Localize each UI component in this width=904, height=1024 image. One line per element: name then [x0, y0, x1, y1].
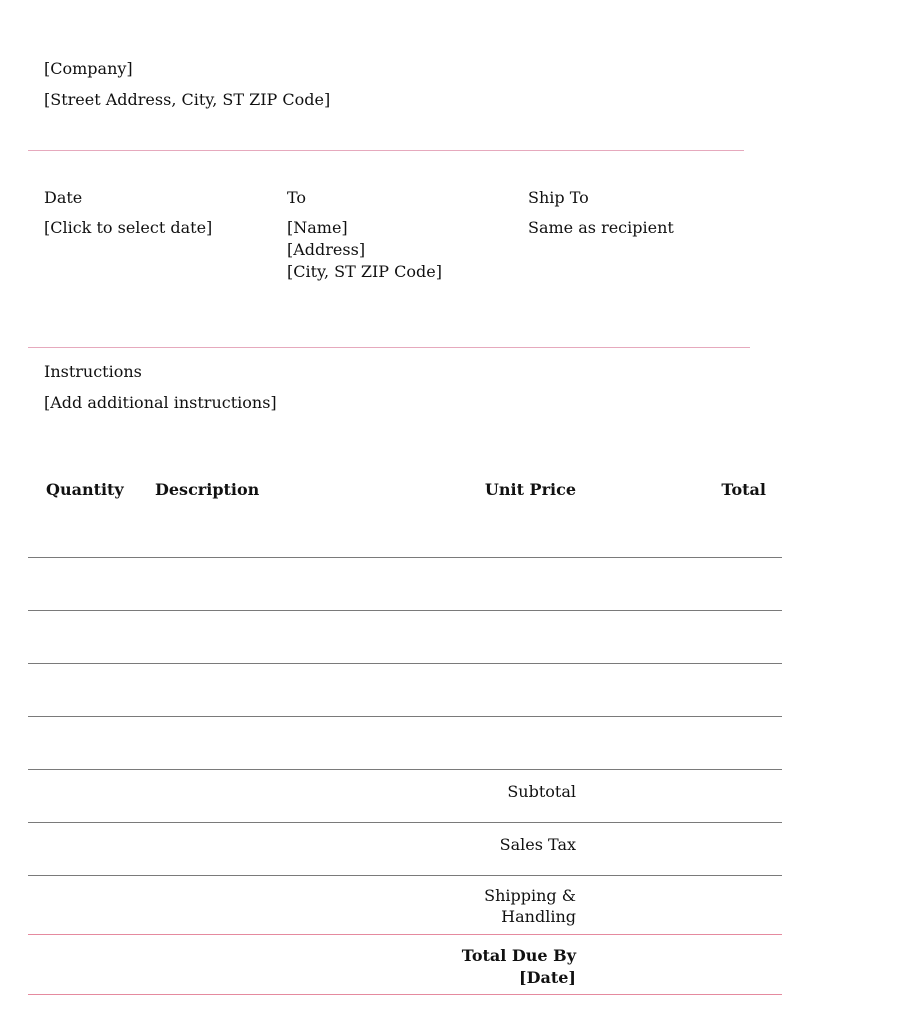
shipping-divider: [28, 934, 782, 935]
to-label: To: [287, 188, 307, 207]
divider-header: [28, 150, 744, 151]
col-header-total: Total: [721, 480, 766, 499]
to-city: [City, ST ZIP Code]: [287, 262, 442, 281]
sales-tax-label: Sales Tax: [499, 835, 576, 854]
ship-to-value: Same as recipient: [528, 218, 674, 237]
to-name: [Name]: [287, 218, 348, 237]
col-header-unit-price: Unit Price: [484, 480, 576, 499]
table-row: [28, 769, 782, 770]
sales-tax-divider: [28, 875, 782, 876]
table-row: [28, 663, 782, 664]
shipping-label-line1: Shipping &: [484, 886, 576, 905]
table-row: [28, 557, 782, 558]
shipping-label-line2: Handling: [501, 907, 576, 926]
total-due-divider: [28, 994, 782, 995]
company-name: [Company]: [44, 59, 133, 78]
total-due-label-line2: [Date]: [519, 968, 576, 987]
total-due-label-line1: Total Due By: [461, 946, 576, 965]
col-header-quantity: Quantity: [46, 480, 124, 499]
col-header-description: Description: [155, 480, 260, 499]
table-row: [28, 716, 782, 717]
ship-to-label: Ship To: [528, 188, 589, 207]
divider-info: [28, 347, 750, 348]
subtotal-label: Subtotal: [507, 782, 576, 801]
date-label: Date: [44, 188, 83, 207]
to-address: [Address]: [287, 240, 366, 259]
company-address: [Street Address, City, ST ZIP Code]: [44, 90, 331, 109]
instructions-label: Instructions: [44, 362, 142, 381]
table-row: [28, 610, 782, 611]
subtotal-divider: [28, 822, 782, 823]
instructions-value: [Add additional instructions]: [44, 393, 277, 412]
date-value[interactable]: [Click to select date]: [44, 218, 213, 237]
